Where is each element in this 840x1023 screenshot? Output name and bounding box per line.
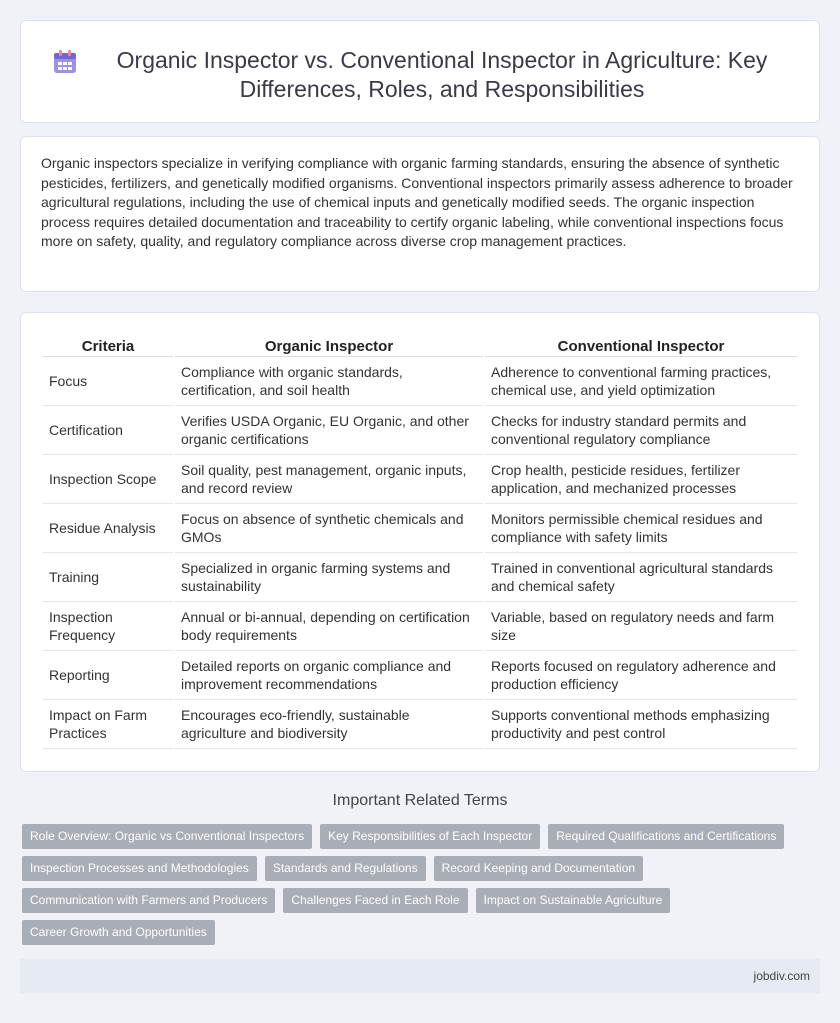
- related-term-tag[interactable]: Inspection Processes and Methodologies: [22, 856, 257, 881]
- organic-cell: Soil quality, pest management, organic inputs, and record review: [175, 455, 483, 504]
- table-row: [43, 651, 797, 700]
- related-term-tag[interactable]: Standards and Regulations: [265, 856, 426, 881]
- conventional-cell: Trained in conventional agricultural standards and chemical safety: [485, 553, 797, 602]
- related-term-tag[interactable]: Key Responsibilities of Each Inspector: [320, 824, 540, 849]
- table-row: [43, 357, 797, 406]
- header-organic: Organic Inspector: [175, 335, 483, 357]
- organic-cell: Encourages eco-friendly, sustainable agriculture and biodiversity: [175, 700, 483, 749]
- conventional-cell: Checks for industry standard permits and conventional regulatory compliance: [485, 406, 797, 455]
- criteria-cell: Residue Analysis: [43, 504, 173, 553]
- criteria-cell: Certification: [43, 406, 173, 455]
- related-terms-title: Important Related Terms: [332, 792, 508, 809]
- organic-cell: Focus on absence of synthetic chemicals and GMOs: [175, 504, 483, 553]
- footer-site-link[interactable]: jobdiv.com: [753, 969, 810, 983]
- header-conventional: Conventional Inspector: [485, 335, 797, 357]
- comparison-card: [20, 312, 820, 772]
- table-header-row: [43, 335, 797, 357]
- table-row: [43, 406, 797, 455]
- intro-card: [20, 136, 820, 292]
- organic-cell: Specialized in organic farming systems and sustainability: [175, 553, 483, 602]
- conventional-cell: Supports conventional methods emphasizing productivity and pest control: [485, 700, 797, 749]
- criteria-cell: Impact on Farm Practices: [43, 700, 173, 749]
- footer: [20, 959, 820, 993]
- page-title: Organic Inspector vs. Conventional Inspector in Agriculture: Key Differences, Roles, and Responsibilities: [116, 47, 768, 102]
- criteria-cell: Focus: [43, 357, 173, 406]
- criteria-cell: Training: [43, 553, 173, 602]
- conventional-cell: Variable, based on regulatory needs and farm size: [485, 602, 797, 651]
- header-criteria: Criteria: [43, 335, 173, 357]
- conventional-cell: Reports focused on regulatory adherence and production efficiency: [485, 651, 797, 700]
- table-row: [43, 602, 797, 651]
- criteria-cell: Reporting: [43, 651, 173, 700]
- related-term-tag[interactable]: Impact on Sustainable Agriculture: [476, 888, 671, 913]
- criteria-cell: Inspection Scope: [43, 455, 173, 504]
- related-term-tag[interactable]: Record Keeping and Documentation: [434, 856, 643, 881]
- title-card: [20, 20, 820, 123]
- related-terms-list: [22, 824, 822, 952]
- organic-cell: Verifies USDA Organic, EU Organic, and other organic certifications: [175, 406, 483, 455]
- intro-paragraph: Organic inspectors specialize in verifying compliance with organic farming standards, ensuring the absence of synthetic pesticides, fertilizers, and genetically modified organisms. Conventional inspectors primarily assess adherence to broader agricultural regulations, including the use of chemical inputs and genetically modified seeds. The organic inspection process requires detailed documentation and traceability to certify organic labeling, while conventional inspections focus more on safety, quality, and regulatory compliance across diverse crop management practices.: [41, 155, 793, 249]
- organic-cell: Annual or bi-annual, depending on certification body requirements: [175, 602, 483, 651]
- organic-cell: Compliance with organic standards, certification, and soil health: [175, 357, 483, 406]
- criteria-cell: Inspection Frequency: [43, 602, 173, 651]
- related-term-tag[interactable]: Career Growth and Opportunities: [22, 920, 215, 945]
- comparison-table: [41, 335, 799, 749]
- conventional-cell: Monitors permissible chemical residues and compliance with safety limits: [485, 504, 797, 553]
- table-row: [43, 455, 797, 504]
- table-row: [43, 700, 797, 749]
- table-row: [43, 504, 797, 553]
- conventional-cell: Crop health, pesticide residues, fertilizer application, and mechanized processes: [485, 455, 797, 504]
- related-term-tag[interactable]: Role Overview: Organic vs Conventional Inspectors: [22, 824, 312, 849]
- related-term-tag[interactable]: Required Qualifications and Certifications: [548, 824, 784, 849]
- organic-cell: Detailed reports on organic compliance and improvement recommendations: [175, 651, 483, 700]
- conventional-cell: Adherence to conventional farming practices, chemical use, and yield optimization: [485, 357, 797, 406]
- table-row: [43, 553, 797, 602]
- related-term-tag[interactable]: Challenges Faced in Each Role: [283, 888, 467, 913]
- calendar-icon: [51, 48, 79, 76]
- related-term-tag[interactable]: Communication with Farmers and Producers: [22, 888, 275, 913]
